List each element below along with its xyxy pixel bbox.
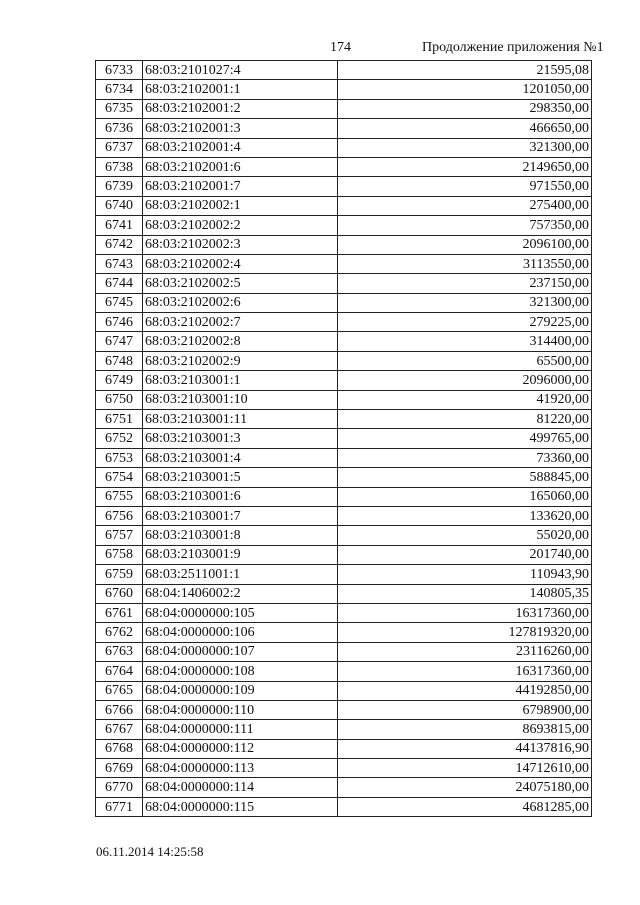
- row-number: 6759: [96, 565, 143, 584]
- cadastral-value: 16317360,00: [338, 603, 592, 622]
- row-number: 6735: [96, 99, 143, 118]
- cadastral-value: 2096000,00: [338, 371, 592, 390]
- cadastral-number: 68:03:2102002:3: [143, 235, 338, 254]
- row-number: 6733: [96, 61, 143, 80]
- row-number: 6751: [96, 410, 143, 429]
- table-row: [96, 487, 592, 506]
- cadastral-number: 68:03:2103001:11: [143, 410, 338, 429]
- row-number: 6748: [96, 351, 143, 370]
- cadastral-value: 201740,00: [338, 545, 592, 564]
- cadastral-value: 73360,00: [338, 448, 592, 467]
- table-row: [96, 216, 592, 235]
- cadastral-value: 44192850,00: [338, 681, 592, 700]
- cadastral-number: 68:03:2102002:6: [143, 293, 338, 312]
- cadastral-table: [95, 60, 592, 817]
- cadastral-value: 133620,00: [338, 506, 592, 525]
- cadastral-number: 68:03:2511001:1: [143, 565, 338, 584]
- cadastral-value: 499765,00: [338, 429, 592, 448]
- cadastral-number: 68:04:1406002:2: [143, 584, 338, 603]
- cadastral-number: 68:03:2103001:3: [143, 429, 338, 448]
- cadastral-number: 68:03:2102002:9: [143, 351, 338, 370]
- table-row: [96, 797, 592, 816]
- cadastral-number: 68:03:2102002:7: [143, 313, 338, 332]
- cadastral-value: 110943,90: [338, 565, 592, 584]
- row-number: 6737: [96, 138, 143, 157]
- table-row: [96, 274, 592, 293]
- cadastral-value: 8693815,00: [338, 720, 592, 739]
- row-number: 6749: [96, 371, 143, 390]
- cadastral-value: 279225,00: [338, 313, 592, 332]
- table-row: [96, 351, 592, 370]
- table-row: [96, 177, 592, 196]
- row-number: 6740: [96, 196, 143, 215]
- cadastral-value: 971550,00: [338, 177, 592, 196]
- row-number: 6734: [96, 80, 143, 99]
- table-row: [96, 506, 592, 525]
- cadastral-number: 68:03:2102001:2: [143, 99, 338, 118]
- cadastral-number: 68:03:2102002:5: [143, 274, 338, 293]
- table-row: [96, 80, 592, 99]
- row-number: 6764: [96, 662, 143, 681]
- cadastral-number: 68:03:2103001:1: [143, 371, 338, 390]
- row-number: 6758: [96, 545, 143, 564]
- cadastral-number: 68:03:2102001:1: [143, 80, 338, 99]
- table-row: [96, 584, 592, 603]
- cadastral-number: 68:03:2103001:10: [143, 390, 338, 409]
- cadastral-number: 68:03:2101027:4: [143, 61, 338, 80]
- cadastral-number: 68:03:2102002:2: [143, 216, 338, 235]
- cadastral-number: 68:03:2102002:8: [143, 332, 338, 351]
- row-number: 6745: [96, 293, 143, 312]
- cadastral-number: 68:03:2102001:4: [143, 138, 338, 157]
- table-row: [96, 720, 592, 739]
- cadastral-value: 24075180,00: [338, 778, 592, 797]
- table-row: [96, 293, 592, 312]
- table-row: [96, 313, 592, 332]
- cadastral-value: 588845,00: [338, 468, 592, 487]
- row-number: 6761: [96, 603, 143, 622]
- cadastral-number: 68:04:0000000:108: [143, 662, 338, 681]
- row-number: 6765: [96, 681, 143, 700]
- row-number: 6767: [96, 720, 143, 739]
- table-row: [96, 390, 592, 409]
- table-row: [96, 526, 592, 545]
- table-row: [96, 448, 592, 467]
- row-number: 6755: [96, 487, 143, 506]
- cadastral-number: 68:04:0000000:111: [143, 720, 338, 739]
- table-row: [96, 700, 592, 719]
- table-row: [96, 642, 592, 661]
- cadastral-value: 321300,00: [338, 138, 592, 157]
- row-number: 6753: [96, 448, 143, 467]
- cadastral-value: 81220,00: [338, 410, 592, 429]
- row-number: 6763: [96, 642, 143, 661]
- cadastral-number: 68:04:0000000:109: [143, 681, 338, 700]
- row-number: 6771: [96, 797, 143, 816]
- table-row: [96, 119, 592, 138]
- cadastral-value: 55020,00: [338, 526, 592, 545]
- cadastral-value: 298350,00: [338, 99, 592, 118]
- row-number: 6744: [96, 274, 143, 293]
- row-number: 6752: [96, 429, 143, 448]
- table-body: [96, 61, 592, 817]
- table-row: [96, 603, 592, 622]
- row-number: 6768: [96, 739, 143, 758]
- table-row: [96, 254, 592, 273]
- cadastral-value: 466650,00: [338, 119, 592, 138]
- cadastral-value: 237150,00: [338, 274, 592, 293]
- table-row: [96, 429, 592, 448]
- cadastral-value: 41920,00: [338, 390, 592, 409]
- table-row: [96, 545, 592, 564]
- cadastral-value: 3113550,00: [338, 254, 592, 273]
- table-row: [96, 623, 592, 642]
- cadastral-number: 68:03:2103001:7: [143, 506, 338, 525]
- row-number: 6766: [96, 700, 143, 719]
- row-number: 6754: [96, 468, 143, 487]
- row-number: 6760: [96, 584, 143, 603]
- cadastral-number: 68:04:0000000:110: [143, 700, 338, 719]
- cadastral-number: 68:04:0000000:107: [143, 642, 338, 661]
- cadastral-value: 1201050,00: [338, 80, 592, 99]
- table-row: [96, 196, 592, 215]
- cadastral-number: 68:03:2102001:3: [143, 119, 338, 138]
- table-row: [96, 778, 592, 797]
- row-number: 6741: [96, 216, 143, 235]
- cadastral-value: 2096100,00: [338, 235, 592, 254]
- cadastral-value: 23116260,00: [338, 642, 592, 661]
- table-row: [96, 332, 592, 351]
- cadastral-value: 21595,08: [338, 61, 592, 80]
- cadastral-value: 127819320,00: [338, 623, 592, 642]
- cadastral-number: 68:04:0000000:112: [143, 739, 338, 758]
- row-number: 6739: [96, 177, 143, 196]
- table-row: [96, 99, 592, 118]
- table-row: [96, 681, 592, 700]
- cadastral-number: 68:03:2103001:5: [143, 468, 338, 487]
- page-number: 174: [330, 40, 351, 55]
- row-number: 6762: [96, 623, 143, 642]
- table-row: [96, 157, 592, 176]
- cadastral-value: 140805,35: [338, 584, 592, 603]
- table-row: [96, 235, 592, 254]
- cadastral-value: 14712610,00: [338, 759, 592, 778]
- cadastral-number: 68:03:2102002:4: [143, 254, 338, 273]
- row-number: 6756: [96, 506, 143, 525]
- table-row: [96, 565, 592, 584]
- cadastral-value: 4681285,00: [338, 797, 592, 816]
- table-row: [96, 138, 592, 157]
- row-number: 6770: [96, 778, 143, 797]
- cadastral-number: 68:03:2102001:7: [143, 177, 338, 196]
- table-row: [96, 410, 592, 429]
- row-number: 6757: [96, 526, 143, 545]
- cadastral-number: 68:03:2103001:8: [143, 526, 338, 545]
- row-number: 6742: [96, 235, 143, 254]
- cadastral-number: 68:03:2102002:1: [143, 196, 338, 215]
- cadastral-number: 68:04:0000000:113: [143, 759, 338, 778]
- continuation-title: Продолжение приложения №1: [422, 40, 604, 55]
- cadastral-number: 68:03:2103001:4: [143, 448, 338, 467]
- table-row: [96, 662, 592, 681]
- cadastral-number: 68:03:2102001:6: [143, 157, 338, 176]
- cadastral-value: 165060,00: [338, 487, 592, 506]
- row-number: 6743: [96, 254, 143, 273]
- print-timestamp: 06.11.2014 14:25:58: [96, 844, 204, 859]
- table-row: [96, 371, 592, 390]
- row-number: 6738: [96, 157, 143, 176]
- table-row: [96, 739, 592, 758]
- cadastral-value: 44137816,90: [338, 739, 592, 758]
- row-number: 6750: [96, 390, 143, 409]
- cadastral-value: 314400,00: [338, 332, 592, 351]
- row-number: 6736: [96, 119, 143, 138]
- table-row: [96, 759, 592, 778]
- cadastral-number: 68:04:0000000:115: [143, 797, 338, 816]
- cadastral-value: 275400,00: [338, 196, 592, 215]
- table-row: [96, 468, 592, 487]
- cadastral-number: 68:04:0000000:114: [143, 778, 338, 797]
- row-number: 6746: [96, 313, 143, 332]
- cadastral-value: 6798900,00: [338, 700, 592, 719]
- cadastral-value: 65500,00: [338, 351, 592, 370]
- cadastral-number: 68:04:0000000:106: [143, 623, 338, 642]
- cadastral-value: 321300,00: [338, 293, 592, 312]
- cadastral-value: 2149650,00: [338, 157, 592, 176]
- row-number: 6769: [96, 759, 143, 778]
- cadastral-number: 68:04:0000000:105: [143, 603, 338, 622]
- cadastral-number: 68:03:2103001:6: [143, 487, 338, 506]
- row-number: 6747: [96, 332, 143, 351]
- table-row: [96, 61, 592, 80]
- cadastral-number: 68:03:2103001:9: [143, 545, 338, 564]
- cadastral-value: 757350,00: [338, 216, 592, 235]
- cadastral-value: 16317360,00: [338, 662, 592, 681]
